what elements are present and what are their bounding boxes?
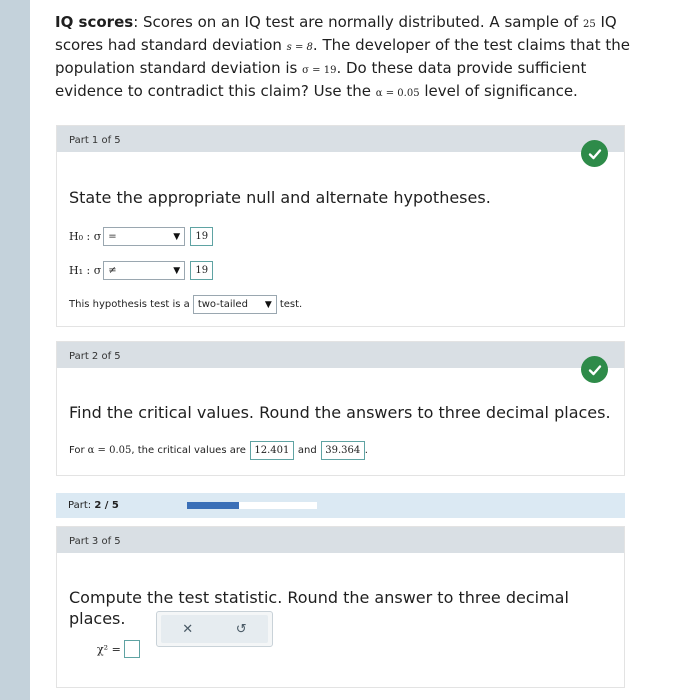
part-1-header: Part 1 of 5: [57, 126, 624, 152]
part-3-header: Part 3 of 5: [57, 527, 624, 553]
tail-text-after: test.: [279, 299, 303, 310]
chi-square-label: χ² =: [97, 642, 121, 656]
progress-fill: [187, 502, 239, 509]
h0-label: H₀ : σ: [69, 230, 102, 243]
h0-operator-select[interactable]: = ▼: [103, 227, 185, 246]
tail-type-select[interactable]: two-tailed ▼: [193, 295, 277, 314]
part-1-card: [56, 125, 625, 327]
chi-square-row: [97, 640, 140, 658]
alpha-level: α = 0.05: [375, 88, 420, 99]
h0-value-input[interactable]: 19: [190, 227, 213, 246]
critical-value-1-input[interactable]: 12.401: [250, 441, 294, 460]
h1-operator-select[interactable]: ≠ ▼: [103, 261, 185, 280]
close-icon[interactable]: ✕: [182, 621, 194, 637]
part-2-prompt: Find the critical values. Round the answers to three decimal places.: [69, 403, 611, 422]
population-sd: σ = 19: [302, 65, 337, 76]
undo-icon[interactable]: ↺: [235, 621, 247, 637]
answer-tools: [156, 611, 273, 647]
triangle-down-icon: ▼: [173, 265, 181, 276]
part-1-prompt: State the appropriate null and alternate hypotheses.: [69, 188, 491, 207]
chi-square-input[interactable]: [124, 640, 140, 658]
part-2-card: [56, 341, 625, 476]
critical-values-row: For α = 0.05 , the critical values are 12.401 and 39.364 .: [69, 441, 368, 460]
triangle-down-icon: ▼: [173, 231, 181, 242]
problem-statement: [55, 12, 635, 104]
sample-size: 25: [582, 19, 596, 30]
part-3-prompt: Compute the test statistic. Round the answer to three decimal places.: [69, 588, 569, 628]
problem-title: IQ scores: [55, 13, 134, 31]
h1-row: [69, 261, 213, 280]
alpha-value: α = 0.05: [87, 445, 132, 456]
progress-bar: [56, 493, 625, 518]
progress-label: Part: 2 / 5: [68, 500, 119, 511]
progress-track: [187, 502, 317, 509]
check-icon: [581, 356, 608, 383]
h0-row: [69, 227, 213, 246]
tail-text-before: This hypothesis test is a: [69, 299, 190, 310]
part-3-card: [56, 526, 625, 688]
left-rail: [0, 0, 30, 700]
h1-value-input[interactable]: 19: [190, 261, 213, 280]
sample-sd: s = 8: [286, 42, 313, 53]
check-icon: [581, 140, 608, 167]
part-2-header: Part 2 of 5: [57, 342, 624, 368]
tail-row: [69, 295, 302, 314]
h1-label: H₁ : σ: [69, 264, 102, 277]
critical-value-2-input[interactable]: 39.364: [321, 441, 365, 460]
triangle-down-icon: ▼: [264, 299, 272, 310]
problem-text: IQ scores: Scores on an IQ test are normally distributed. A sample of 25 IQ scores had standard deviation s = 8. The developer of the test claims that the population standard deviation is σ = 19. Do these data provide sufficient evidence to contradict this claim? Use the α = 0.05 level of significance.: [55, 13, 630, 100]
